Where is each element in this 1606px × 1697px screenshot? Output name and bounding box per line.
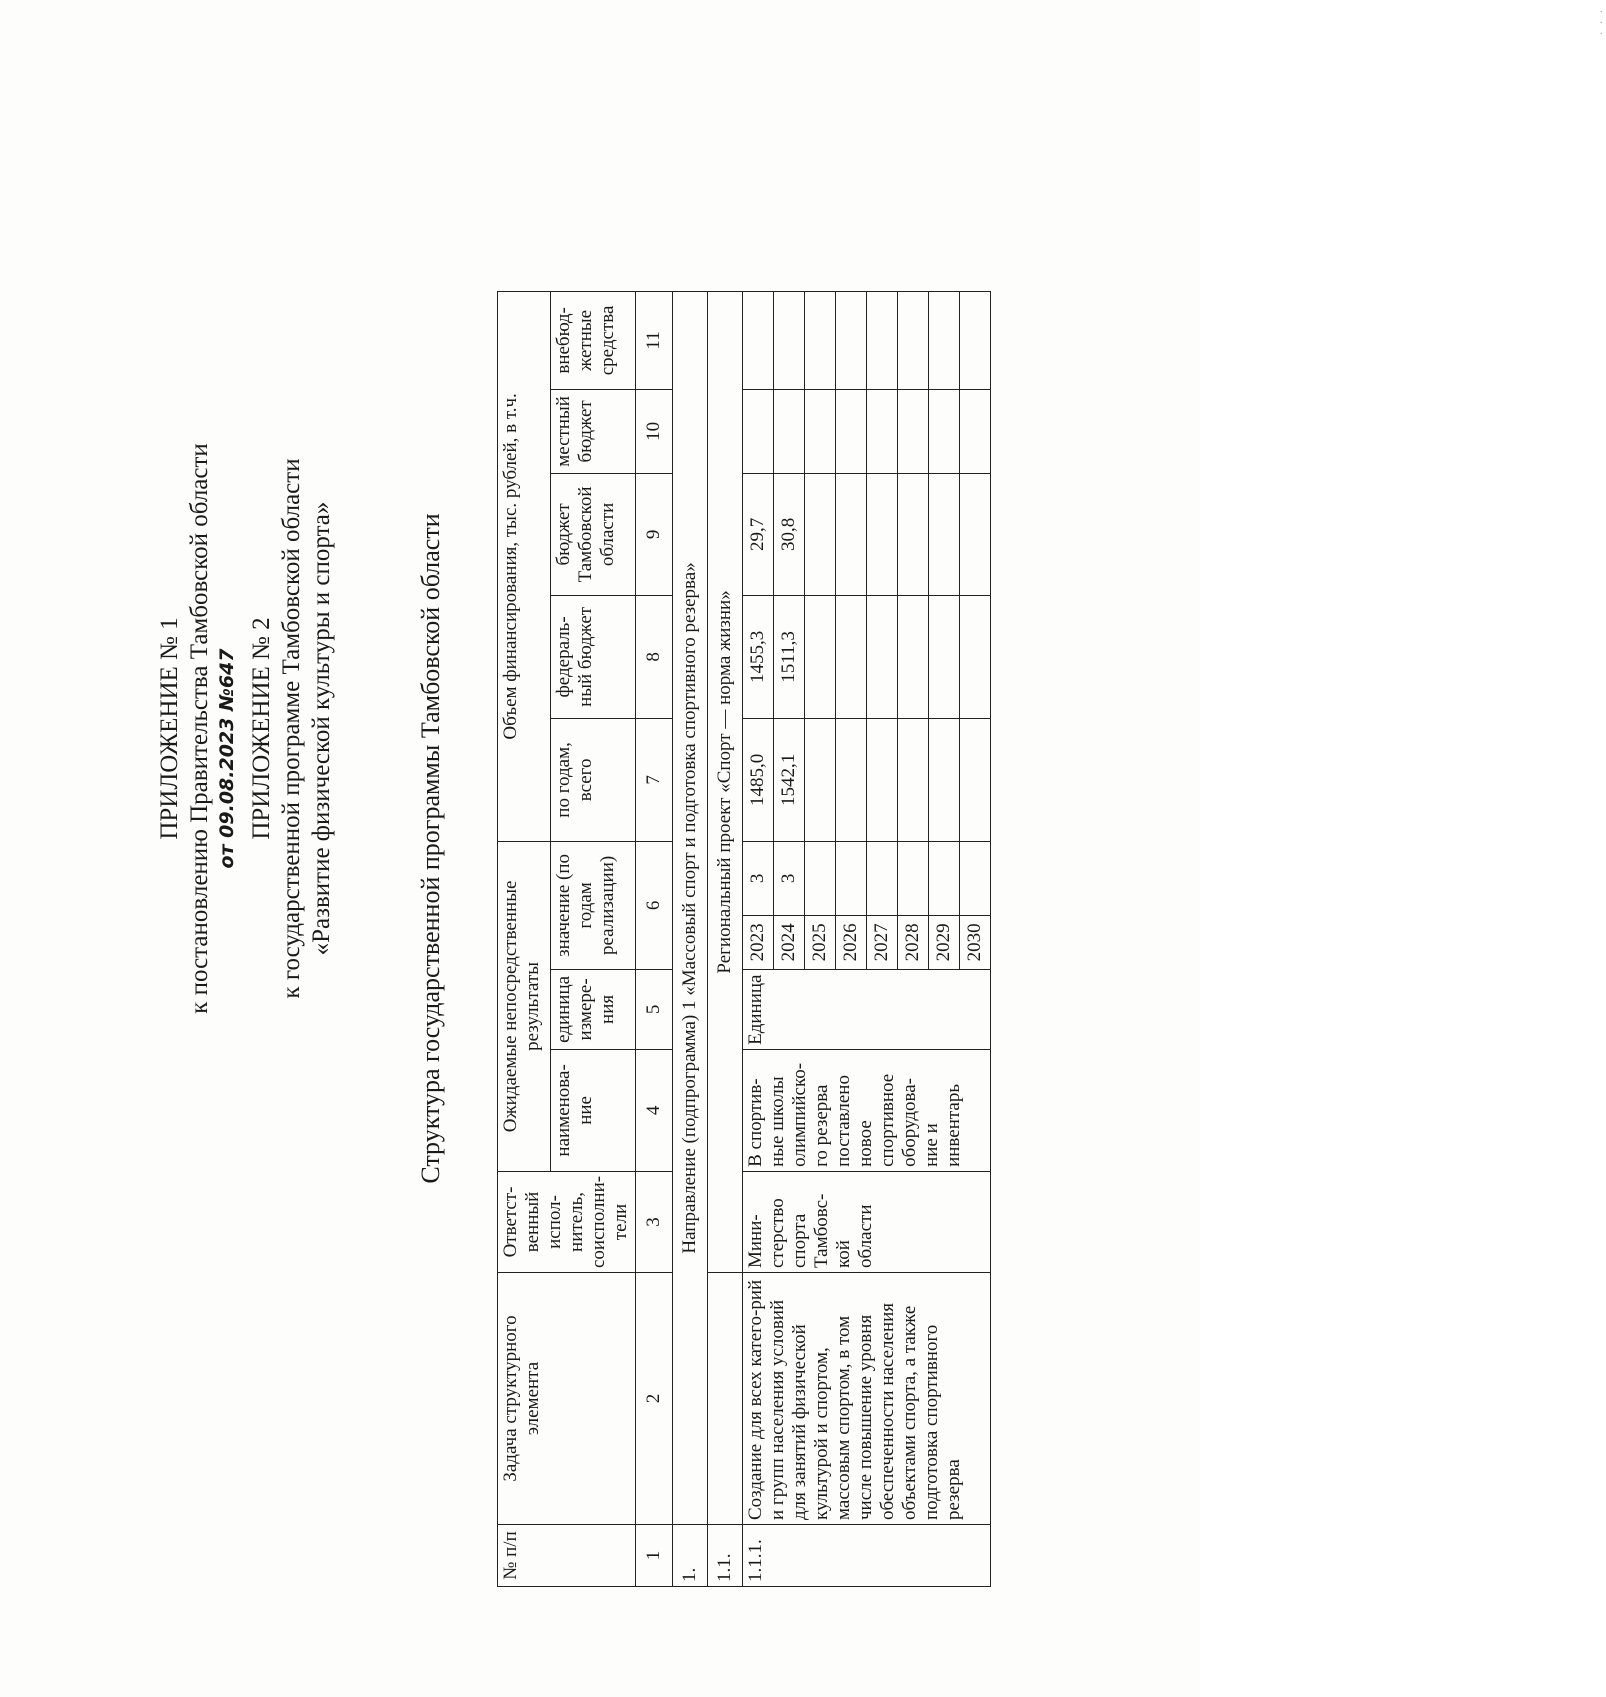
header-extra: внебюд-жетные средства [551, 291, 636, 389]
section-row-11 [708, 291, 743, 1586]
colnum-5: 5 [636, 969, 673, 1049]
header-total: по годам, всего [551, 718, 636, 841]
header-num: № п/п [498, 1525, 636, 1587]
local-cell [898, 389, 929, 473]
structure-table [497, 291, 991, 1587]
header-handwritten-date: от 09.08.2023 №647 [216, 648, 238, 869]
local-cell [867, 389, 898, 473]
colnum-1: 1 [636, 1525, 673, 1587]
federal-cell [805, 595, 836, 718]
value-cell [960, 841, 991, 915]
section1-num: 1. [673, 1525, 708, 1587]
header-line2: к постановлению Правительства Тамбовской области [186, 443, 213, 1014]
header-local: местный бюджет [551, 389, 636, 473]
value-cell: 3 [774, 841, 805, 915]
federal-cell [836, 595, 867, 718]
regional-cell [898, 473, 929, 595]
document-title: Структура государственной программы Тамбовской области [416, 513, 445, 1184]
local-cell [743, 389, 774, 473]
extra-cell [867, 291, 898, 389]
federal-cell [960, 595, 991, 718]
regional-cell [805, 473, 836, 595]
header-line6: «Развитие физической культуры и спорта» [308, 501, 335, 956]
local-cell [929, 389, 960, 473]
header-block [155, 0, 337, 1697]
colnum-9: 9 [636, 473, 673, 595]
header-executor: Ответст-венный испол-нитель, соисполни-тели [498, 1171, 636, 1272]
total-cell [805, 718, 836, 841]
header-results-group: Ожидаемые непосредственные результаты [498, 841, 551, 1171]
regional-cell: 30,8 [774, 473, 805, 595]
colnum-2: 2 [636, 1273, 673, 1525]
colnum-10: 10 [636, 389, 673, 473]
federal-cell [898, 595, 929, 718]
federal-cell: 1455,3 [743, 595, 774, 718]
extra-cell [836, 291, 867, 389]
federal-cell [867, 595, 898, 718]
colnum-7: 7 [636, 718, 673, 841]
total-cell [929, 718, 960, 841]
regional-cell [867, 473, 898, 595]
extra-cell [960, 291, 991, 389]
total-cell [836, 718, 867, 841]
header-task: Задача структурного элемента [498, 1273, 636, 1525]
extra-cell [898, 291, 929, 389]
scan-marks: . . . [1600, 4, 1606, 37]
colnum-11: 11 [636, 291, 673, 389]
year-cell: 2025 [805, 915, 836, 969]
header-result-name: наименова-ние [551, 1049, 636, 1171]
row-111-y2023 [743, 291, 774, 1586]
value-cell: 3 [743, 841, 774, 915]
total-cell [898, 718, 929, 841]
total-cell [867, 718, 898, 841]
section11-num: 1.1. [708, 1525, 743, 1587]
total-cell: 1542,1 [774, 718, 805, 841]
regional-cell [836, 473, 867, 595]
value-cell [867, 841, 898, 915]
year-cell: 2030 [960, 915, 991, 969]
header-line5: к государственной программе Тамбовской области [278, 458, 305, 999]
year-cell: 2029 [929, 915, 960, 969]
column-numbers-row [636, 291, 673, 1586]
federal-cell [929, 595, 960, 718]
local-cell [960, 389, 991, 473]
colnum-6: 6 [636, 841, 673, 969]
regional-cell [929, 473, 960, 595]
section11-title: Региональный проект «Спорт — норма жизни» [708, 291, 743, 1272]
value-cell [836, 841, 867, 915]
local-cell [805, 389, 836, 473]
section11-empty [708, 1273, 743, 1525]
extra-cell [929, 291, 960, 389]
regional-cell: 29,7 [743, 473, 774, 595]
section-row-1 [673, 291, 708, 1586]
local-cell [774, 389, 805, 473]
value-cell [805, 841, 836, 915]
extra-cell [805, 291, 836, 389]
extra-cell [743, 291, 774, 389]
section1-title: Направление (подпрограмма) 1 «Массовый спорт и подготовка спортивного резерва» [673, 291, 708, 1524]
row111-num: 1.1.1. [743, 1525, 991, 1587]
header-finance-group: Объем финансирования, тыс. рублей, в т.ч. [498, 291, 551, 841]
header-regional: бюджет Тамбовской области [551, 473, 636, 595]
header-line1: ПРИЛОЖЕНИЕ № 1 [156, 617, 183, 840]
colnum-4: 4 [636, 1049, 673, 1171]
year-cell: 2027 [867, 915, 898, 969]
regional-cell [960, 473, 991, 595]
colnum-8: 8 [636, 595, 673, 718]
year-cell: 2026 [836, 915, 867, 969]
row111-task: Создание для всех катего-рий и групп населения условий для занятий физической культурой и спортом, массовым спортом, в том числе повышение уровня обеспеченности населения объектами спорта, а также подготовка спортивного резерва [743, 1273, 991, 1525]
row111-executor: Мини-стерство спорта Тамбовс-кой области [743, 1171, 991, 1272]
header-values: значение (по годам реализации) [551, 841, 636, 969]
total-cell [960, 718, 991, 841]
colnum-3: 3 [636, 1171, 673, 1272]
header-federal: федераль-ный бюджет [551, 595, 636, 718]
value-cell [929, 841, 960, 915]
value-cell [898, 841, 929, 915]
extra-cell [774, 291, 805, 389]
total-cell: 1485,0 [743, 718, 774, 841]
row111-result-name: В спортив-ные школы олимпийско-го резерва поставлено новое спортивное оборудова-ние и инвентарь [743, 1049, 991, 1171]
header-unit: единица измере-ния [551, 969, 636, 1049]
header-row-1 [498, 291, 551, 1586]
local-cell [836, 389, 867, 473]
year-cell: 2028 [898, 915, 929, 969]
year-cell: 2023 [743, 915, 774, 969]
header-line4: ПРИЛОЖЕНИЕ № 2 [248, 617, 275, 840]
row111-unit: Единица [743, 969, 991, 1049]
federal-cell: 1511,3 [774, 595, 805, 718]
year-cell: 2024 [774, 915, 805, 969]
